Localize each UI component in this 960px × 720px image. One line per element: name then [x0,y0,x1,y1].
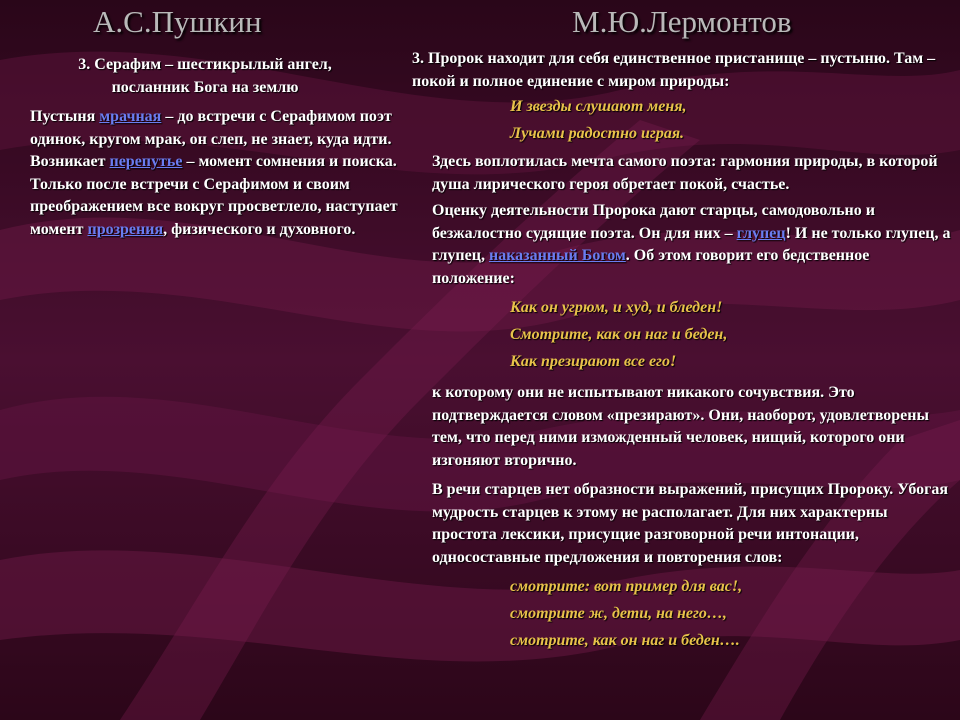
text-span: Пустыня [30,108,100,125]
lermontov-intro [412,48,956,93]
item-number: 3. [412,50,424,67]
pushkin-heading: А.С.Пушкин [93,4,262,39]
link-pereputye[interactable]: перепутье [109,153,183,170]
text-span: , физического и духовного. [163,220,356,238]
pushkin-item-line2: посланник Бога на землю [111,78,299,96]
lermontov-column [412,48,956,654]
item-text: Серафим – шестикрылый ангел, [94,56,332,73]
intro-text: Пророк находит для себя единственное пристанище – пустыню. Там – покой и полное единение с миром природы: [412,50,936,90]
text-span: – до встречи с Серафимом поэт одинок, кругом мрак, он слеп, не знает, куда идти. Возникает [30,108,392,170]
lermontov-heading: М.Ю.Лермонтов [572,4,792,39]
quote-line: Как презирают все его! [510,353,677,370]
item-number: 3. [78,56,91,73]
quote-line: смотрите: вот пример для вас!, [510,578,743,595]
link-mrachnaya[interactable]: мрачная [99,108,162,125]
paragraph-sympathy: к которому они не испытывают никакого сочувствия. Это подтверждается словом «презирают». Они, наоборот, удовлетворены тем, что перед ними изможденный человек, нищий, которого они изгоняют вторично. [432,384,929,469]
pushkin-item-line1 [8,54,402,77]
link-prozreniya[interactable]: прозрения [87,220,164,238]
text-span: Оценку деятельности Пророка дают старцы, самодовольно и безжалостно судящие поэта. Он для них – [432,202,875,242]
paragraph-harmony: Здесь воплотилась мечта самого поэта: гармония природы, в которой душа лирического героя обретает покой, счастье. [432,153,938,193]
quote-line: И звезды слушают меня, [510,98,687,115]
text-span: . Об этом говорит его бедственное положение: [432,247,870,287]
quote-line: Лучами радостно играя. [510,125,685,142]
quote-line: смотрите, как он наг и беден…. [510,632,740,649]
link-glupets[interactable]: глупец [736,224,786,242]
quote-line: Смотрите, как он наг и беден, [510,326,728,343]
pushkin-paragraph [8,106,402,241]
quote-line: смотрите ж, дети, на него…, [510,605,727,622]
link-nakazanny-bogom[interactable]: наказанный Богом [488,247,626,264]
paragraph-speech: В речи старцев нет образности выражений, присущих Пророку. Убогая мудрость старцев к этому не располагает. Для них характерны простота лексики, присущие разговорной речи интонации, односоставные предложения и повторения слов: [432,481,949,566]
text-span: ! И не только глупец, а глупец, [432,224,951,264]
quote-line: Как он угрюм, и худ, и бледен! [510,299,723,316]
pushkin-column [8,54,402,241]
text-span: – момент сомнения и поиска. Только после встречи с Серафимом и своим преображением все вокруг просветлело, наступает момент [30,153,398,238]
paragraph-elders [412,200,956,290]
